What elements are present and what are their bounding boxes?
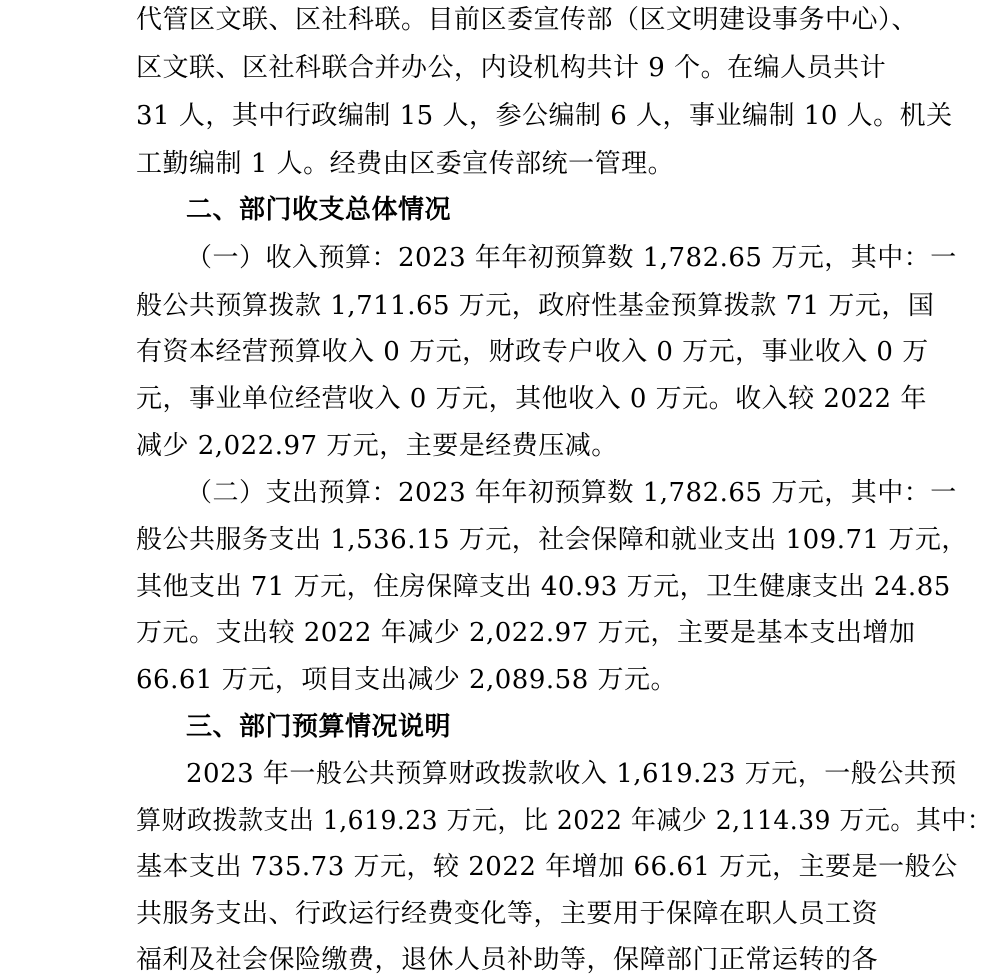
body-line: 万元。支出较 2022 年减少 2,022.97 万元，主要是基本支出增加 — [136, 618, 916, 648]
body-line: 减少 2,022.97 万元，主要是经费压减。 — [136, 431, 618, 461]
body-line: 31 人，其中行政编制 15 人，参公编制 6 人，事业编制 10 人。机关 — [136, 101, 953, 131]
body-line: 算财政拨款支出 1,619.23 万元，比 2022 年减少 2,114.39 万元。其中： — [136, 806, 993, 836]
body-line: 代管区文联、区社科联。目前区委宣传部（区文明建设事务中心）、 — [136, 5, 919, 35]
body-line: 工勤编制 1 人。经费由区委宣传部统一管理。 — [136, 149, 675, 179]
body-line: （二）支出预算：2023 年年初预算数 1,782.65 万元，其中：一 — [186, 478, 957, 508]
body-line: 福利及社会保险缴费，退休人员补助等，保障部门正常运转的各 — [136, 945, 879, 975]
body-line: 基本支出 735.73 万元，较 2022 年增加 66.61 万元，主要是一般公 — [136, 852, 958, 882]
body-line: 般公共预算拨款 1,711.65 万元，政府性基金预算拨款 71 万元，国 — [136, 291, 935, 321]
body-line: （一）收入预算：2023 年年初预算数 1,782.65 万元，其中：一 — [186, 243, 957, 273]
section-heading: 二、部门收支总体情况 — [186, 195, 452, 225]
section-heading: 三、部门预算情况说明 — [186, 712, 452, 742]
body-line: 2023 年一般公共预算财政拨款收入 1,619.23 万元，一般公共预 — [186, 759, 957, 789]
body-line: 般公共服务支出 1,536.15 万元，社会保障和就业支出 109.71 万元， — [136, 525, 968, 555]
body-line: 66.61 万元，项目支出减少 2,089.58 万元。 — [136, 665, 678, 695]
body-line: 其他支出 71 万元，住房保障支出 40.93 万元，卫生健康支出 24.85 — [136, 572, 951, 602]
body-line: 共服务支出、行政运行经费变化等，主要用于保障在职人员工资 — [136, 899, 879, 929]
body-line: 区文联、区社科联合并办公，内设机构共计 9 个。在编人员共计 — [136, 53, 887, 83]
body-line: 有资本经营预算收入 0 万元，财政专户收入 0 万元，事业收入 0 万 — [136, 337, 929, 367]
body-line: 元，事业单位经营收入 0 万元，其他收入 0 万元。收入较 2022 年 — [136, 384, 927, 414]
